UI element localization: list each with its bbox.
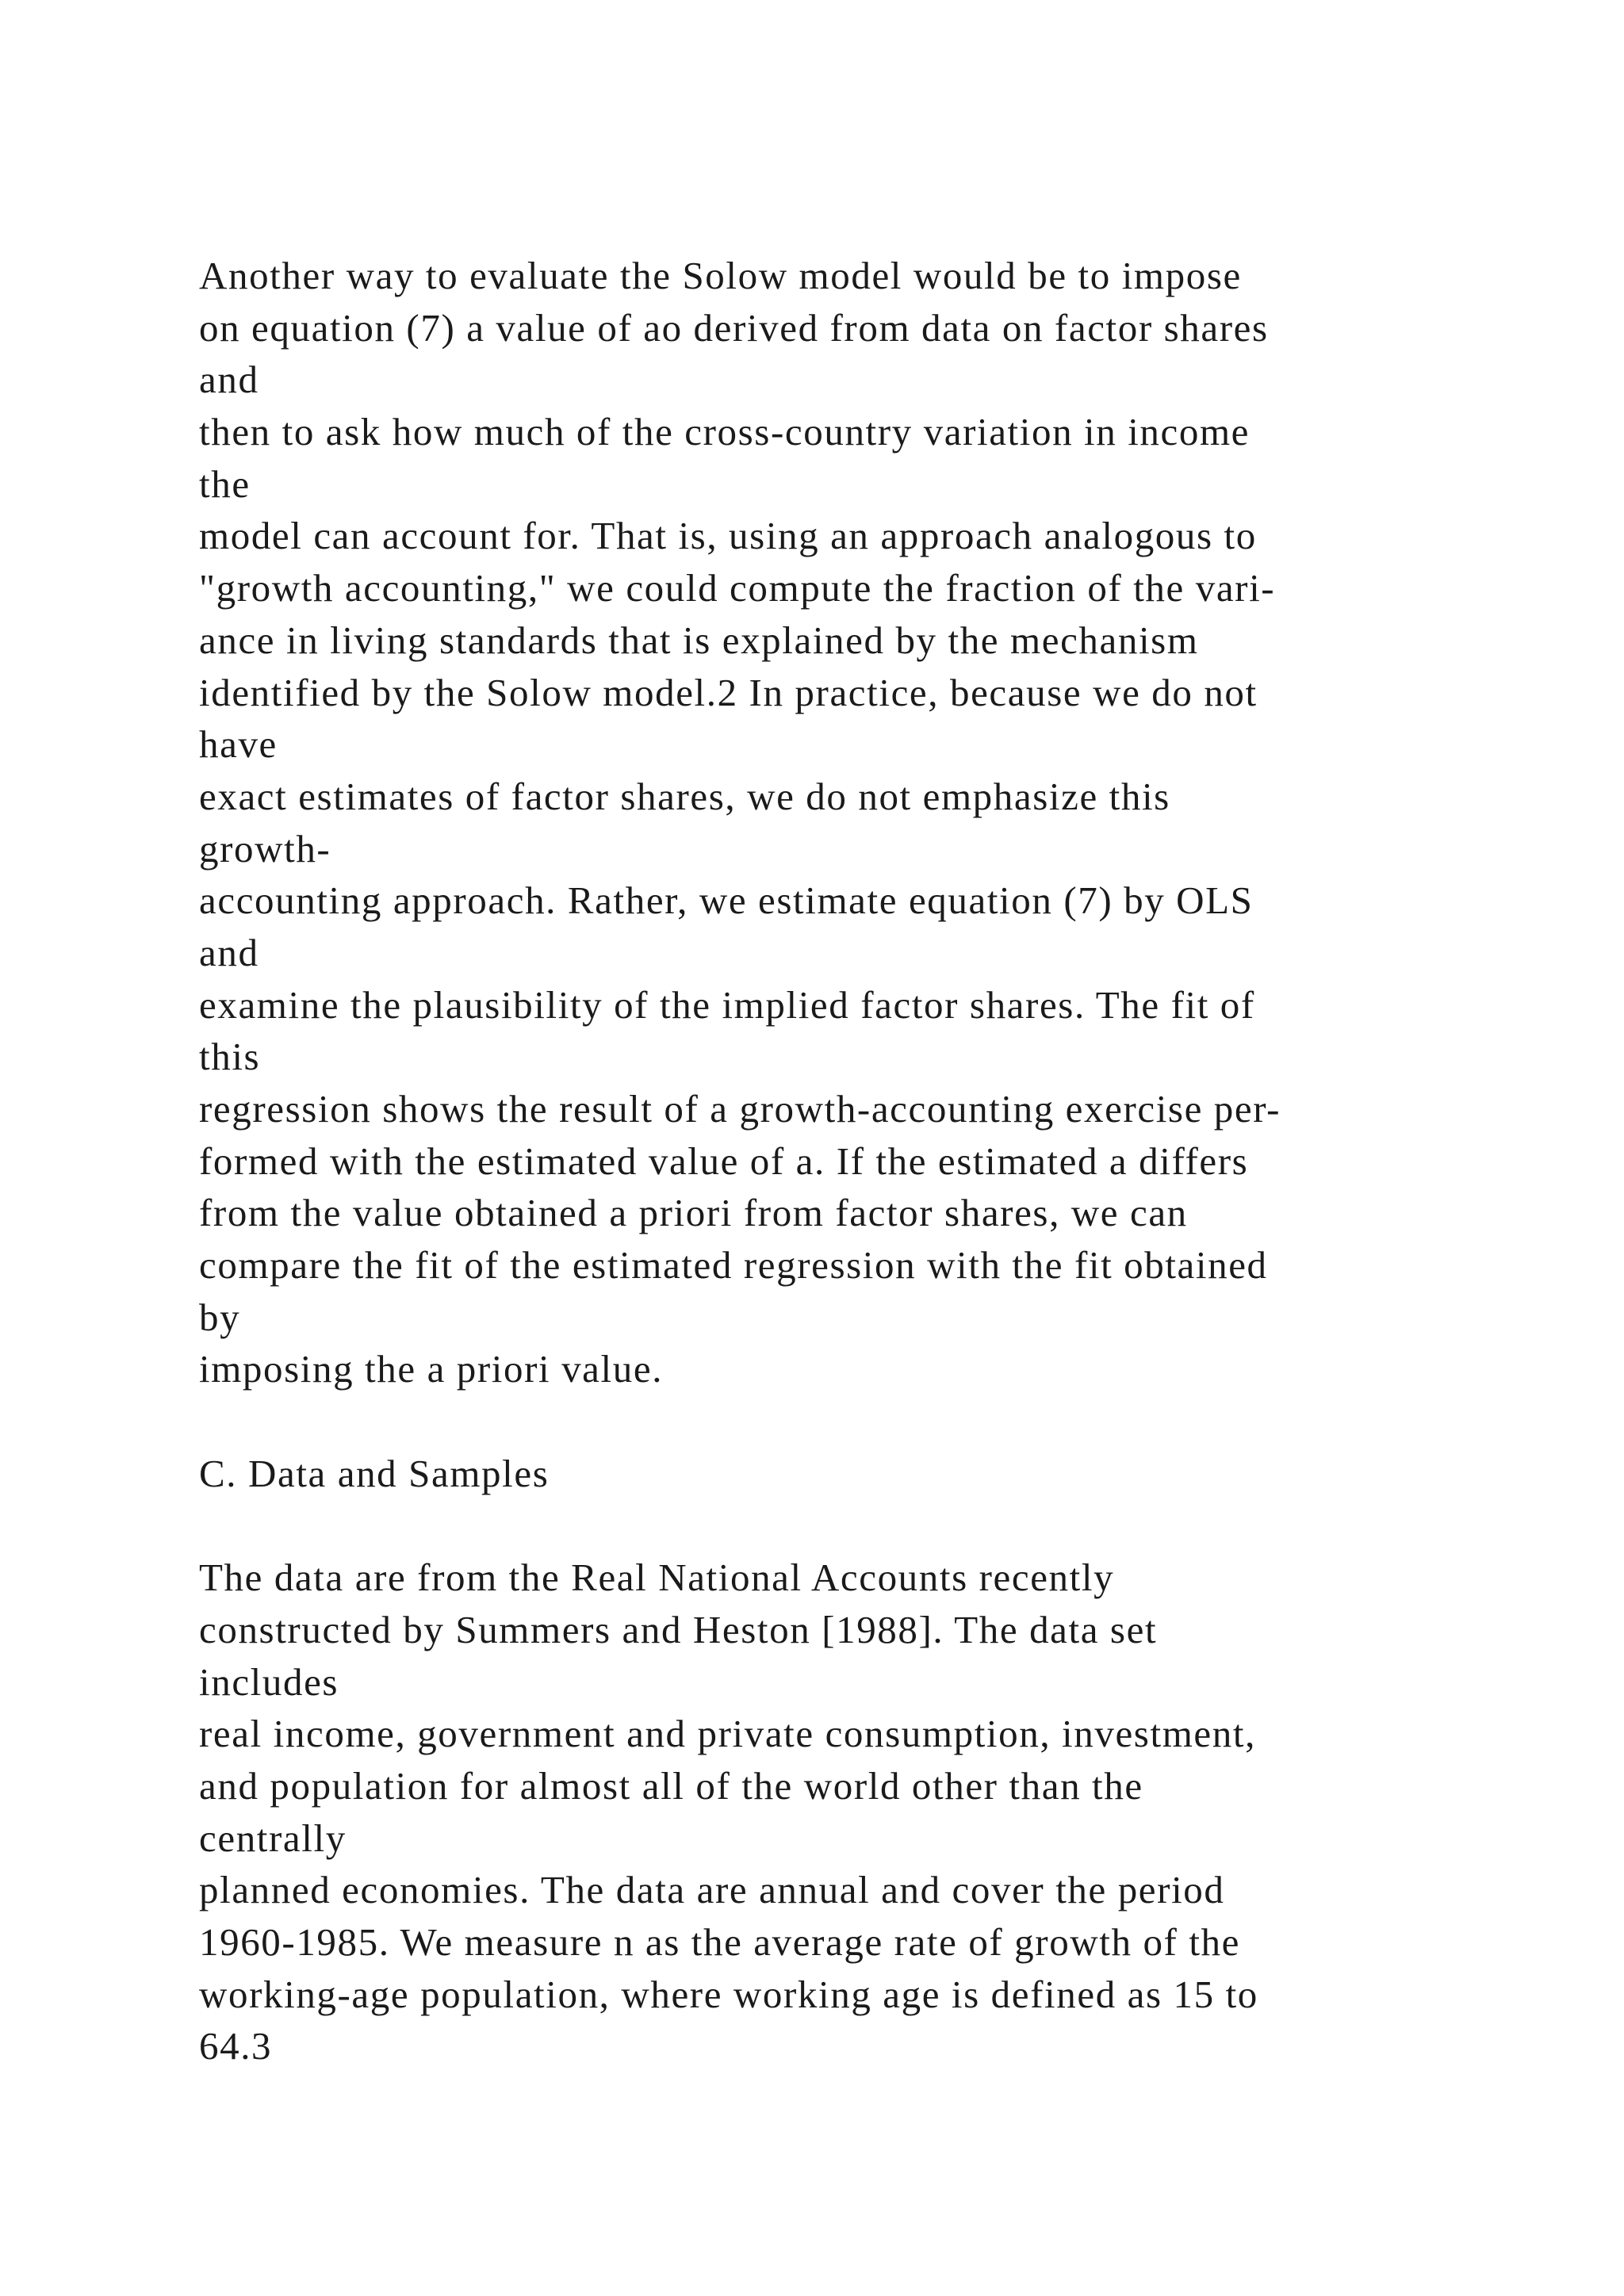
text-line: working-age population, where working age is defined as 15 to [199,1972,1258,2016]
text-line: on equation (7) a value of ao derived from data on factor shares [199,305,1269,350]
text-line: 1960-1985. We measure n as the average rate of growth of the [199,1920,1240,1964]
text-line: growth- [199,826,331,871]
text-line: this [199,1035,261,1079]
text-line: model can account for. That is, using an approach analogous to [199,514,1257,558]
text-line: imposing the a priori value. [199,1347,664,1391]
text-line: "growth accounting," we could compute the fraction of the vari- [199,566,1276,610]
text-line: compare the fit of the estimated regression with the fit obtained [199,1243,1268,1288]
text-line: then to ask how much of the cross-country variation in income [199,410,1251,454]
document-text [199,250,1587,2072]
text-line: constructed by Summers and Heston [1988]. The data set [199,1607,1158,1651]
paragraph-spacer [199,1500,1587,1552]
text-line: and [199,358,259,402]
text-line: 64.3 [199,2024,273,2068]
text-line: The data are from the Real National Accounts recently [199,1556,1115,1600]
text-line: by [199,1295,241,1339]
paragraph-spacer [199,1395,1587,1448]
text-line: examine the plausibility of the implied factor shares. The fit of [199,982,1255,1027]
text-line: regression shows the result of a growth-accounting exercise per- [199,1087,1281,1131]
text-line: includes [199,1659,339,1704]
text-line: have [199,722,278,767]
text-line: centrally [199,1816,347,1860]
text-line: from the value obtained a priori from factor shares, we can [199,1191,1188,1235]
text-line: formed with the estimated value of a. If the estimated a differs [199,1138,1249,1183]
text-line: planned economies. The data are annual and cover the period [199,1868,1225,1912]
text-line: exact estimates of factor shares, we do not emphasize this [199,774,1170,818]
text-line: real income, government and private consumption, investment, [199,1712,1256,1756]
text-line: and population for almost all of the world other than the [199,1763,1143,1808]
paragraph-1 [199,250,1587,1395]
text-line: accounting approach. Rather, we estimate equation (7) by OLS [199,878,1254,923]
paragraph-2 [199,1552,1587,2072]
text-line: ance in living standards that is explained by the mechanism [199,618,1199,662]
text-line: and [199,930,259,974]
text-line: identified by the Solow model.2 In practice, because we do not [199,670,1258,714]
text-line: the [199,461,251,506]
section-heading: C. Data and Samples [199,1451,550,1495]
text-line: Another way to evaluate the Solow model would be to impose [199,254,1242,297]
